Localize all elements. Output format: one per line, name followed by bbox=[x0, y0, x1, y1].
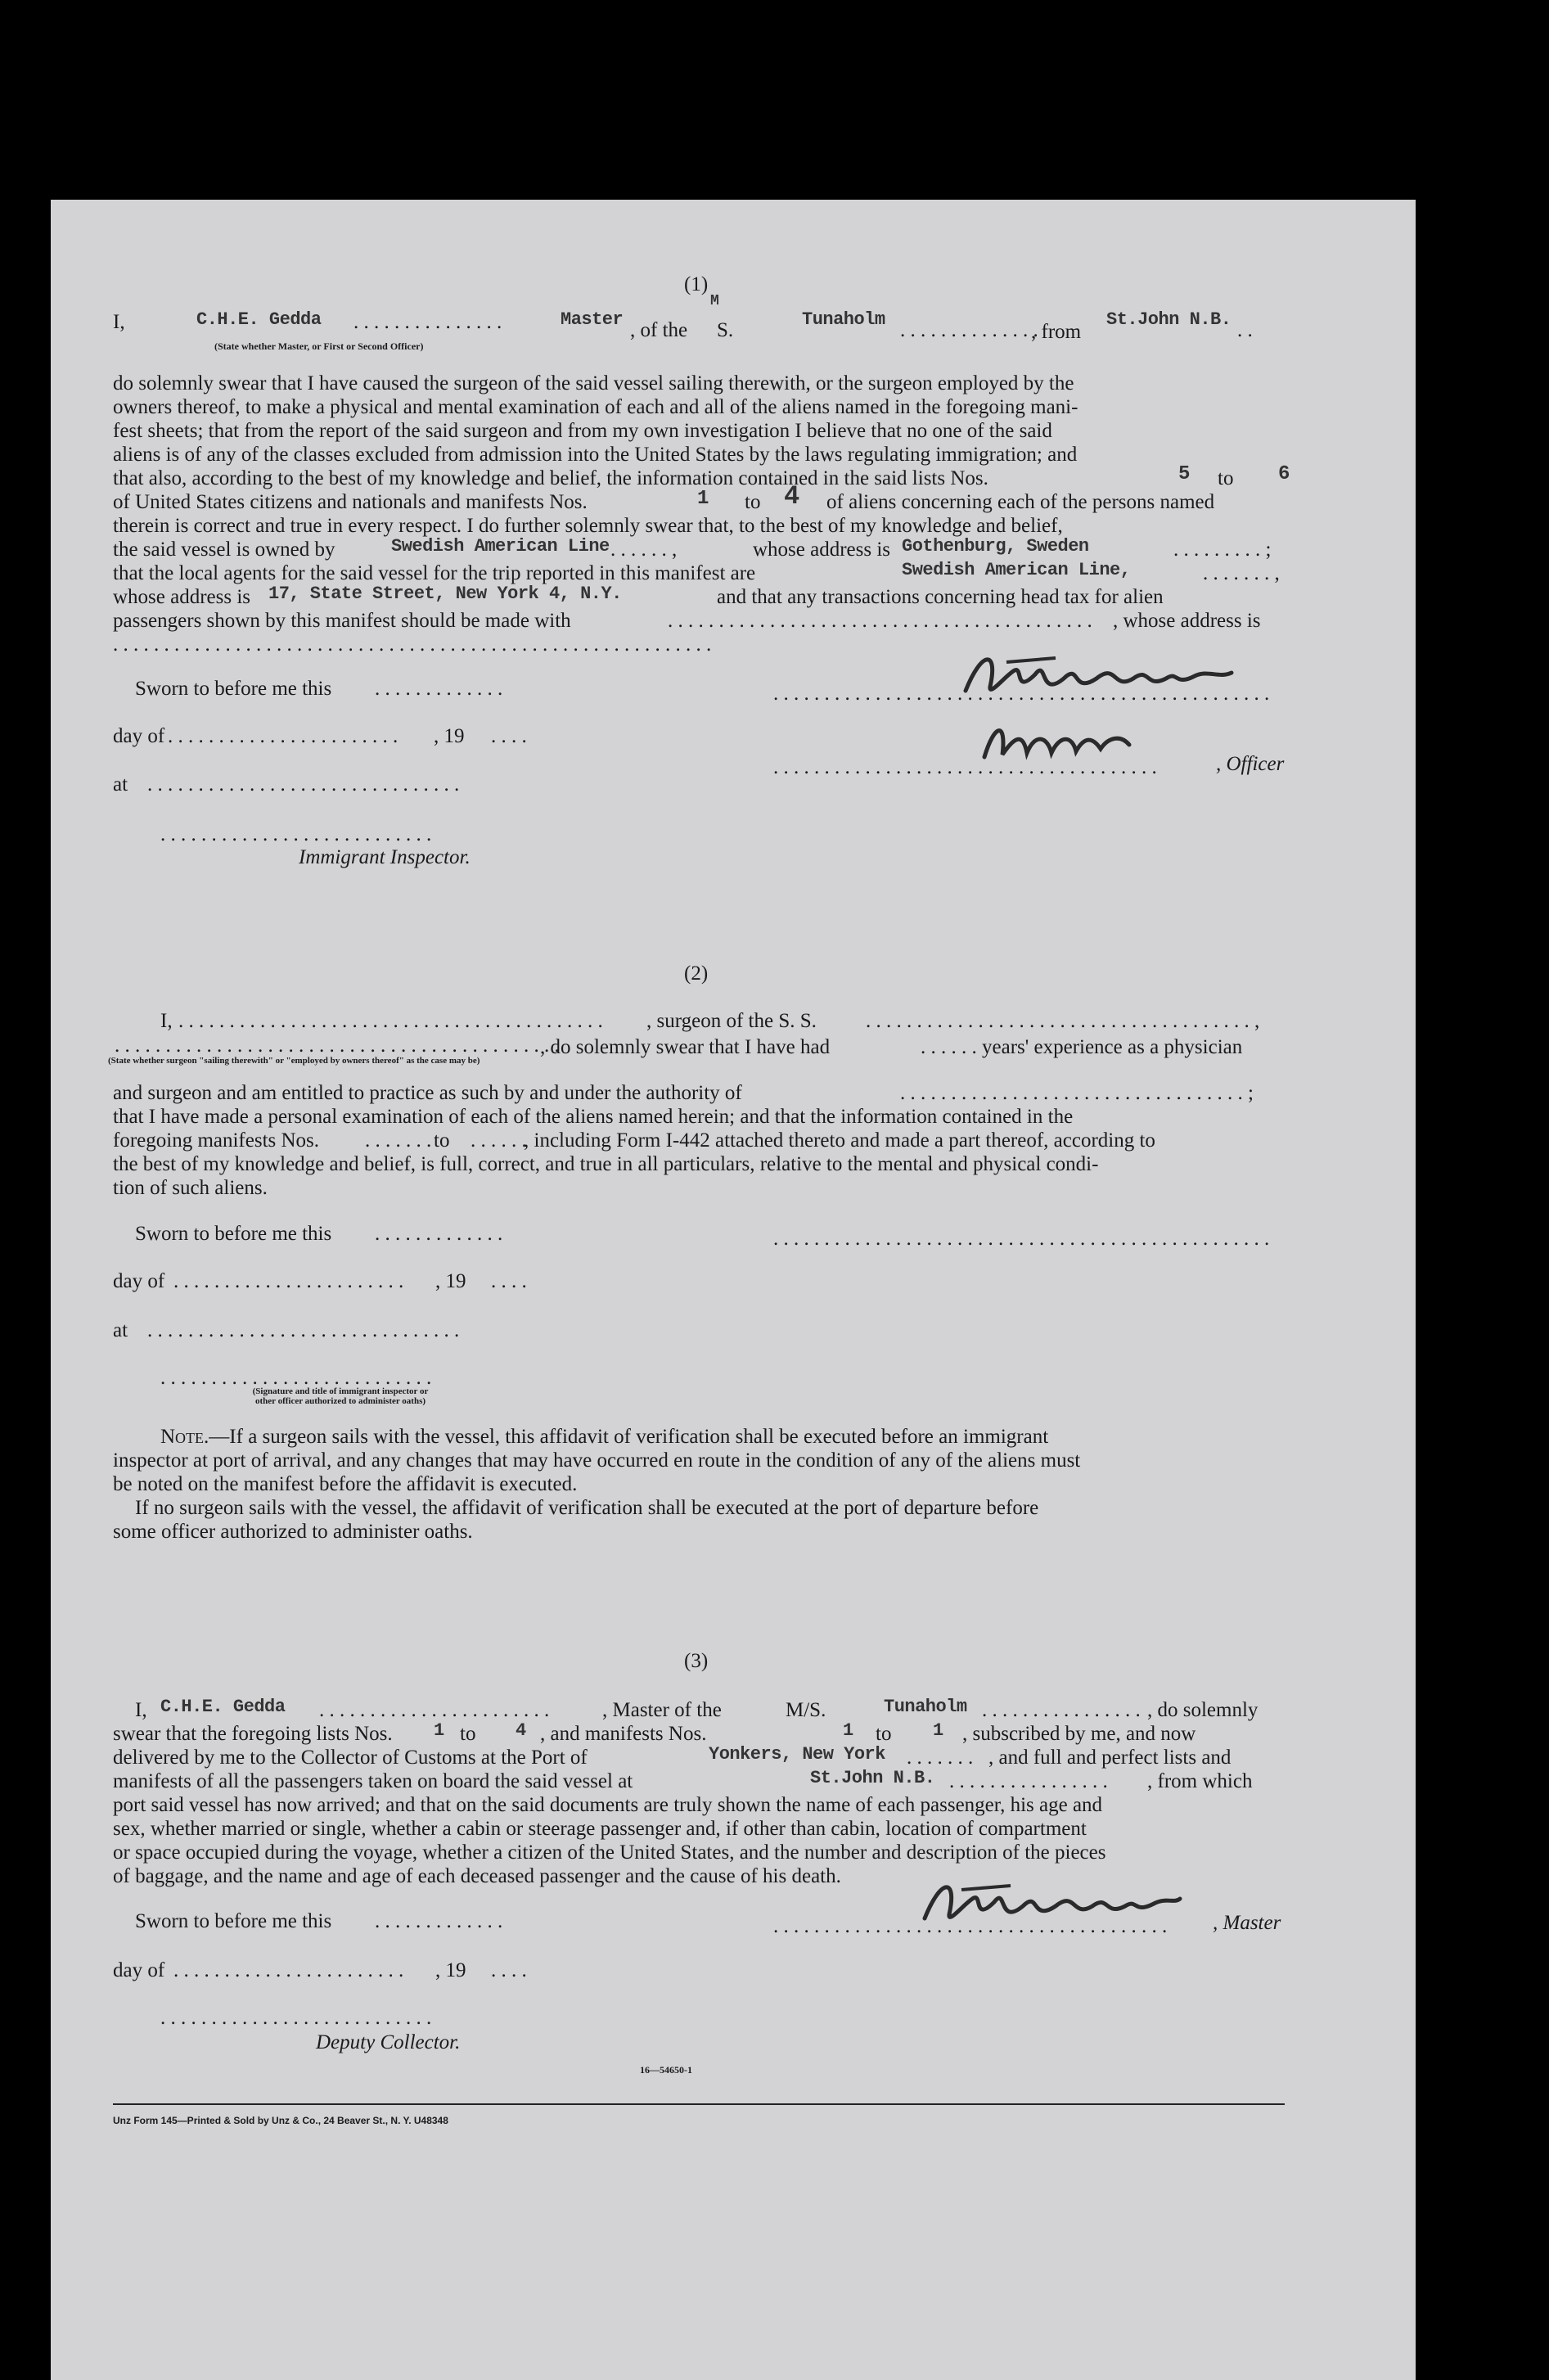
dots: . . . . . . . . . . . . . . . . . . . . . . . . . . . . . . . . . . . . . . . . . . . . bbox=[115, 1034, 560, 1057]
dots: . . . . . . . . . ; bbox=[1173, 539, 1272, 561]
dots: . . . . . . . . . . . . . . . . . . . . . . . . . . . bbox=[160, 2007, 432, 2029]
to-label: to bbox=[434, 1129, 450, 1152]
dots: . . . . . . . . . . . . . . . . . . . . . . . . . . . . . . . . . . . . . . . . . . . . . . . . . bbox=[773, 683, 1270, 705]
s1-text-line: do solemnly swear that I have caused the surgeon of the said vessel sailing therewith, or the surgeon employed by the bbox=[113, 372, 1074, 394]
s2-text-line: , surgeon of the S. S. bbox=[646, 1010, 817, 1032]
punch-hole bbox=[1422, 761, 1461, 807]
dots: . . . . bbox=[491, 725, 527, 747]
signature-note-line: other officer authorized to administer oaths) bbox=[254, 1396, 426, 1406]
s2-text-line: that I have made a personal examination of each of the aliens named herein; and that the information contained in the bbox=[113, 1106, 1074, 1128]
s2-text-line: years' experience as a physician bbox=[982, 1036, 1243, 1058]
master-name: C.H.E. Gedda bbox=[196, 309, 322, 330]
punch-hole bbox=[1428, 2144, 1467, 2187]
to-label: to bbox=[745, 491, 761, 513]
dots: . . bbox=[1237, 319, 1253, 341]
list-to: 4 bbox=[516, 1720, 526, 1741]
vessel-name: Tunaholm bbox=[802, 309, 885, 330]
dots: . . . . . . . . . . . . . bbox=[375, 1910, 503, 1932]
s1-text-line: passengers shown by this manifest should be made with bbox=[113, 610, 571, 632]
dots: . . . . . . . . . . . . . . . bbox=[353, 311, 502, 333]
dots: . . . . . . . . . . . . . . bbox=[900, 319, 1038, 341]
s3-text-line: port said vessel has now arrived; and that on the said documents are truly shown the name of each passenger, his age and bbox=[113, 1794, 1103, 1816]
s3-text-line: sex, whether married or single, whether a cabin or steerage passenger and, if other than cabin, location of compartment bbox=[113, 1818, 1087, 1840]
note-line: If no surgeon sails with the vessel, the affidavit of verification shall be executed at the port of departure before bbox=[135, 1497, 1039, 1519]
departure-port: St.John N.B. bbox=[810, 1768, 935, 1788]
s3-text-line: , and manifests Nos. bbox=[540, 1723, 707, 1745]
dots: . . . . . . . . . . . . . . . . . . . . . . . . . . . . . . . . . . . . . . bbox=[773, 756, 1157, 778]
section-1-number: (1) bbox=[684, 273, 709, 295]
master-signature bbox=[957, 642, 1244, 707]
local-agents: Swedish American Line, bbox=[902, 560, 1131, 580]
dots: . . . . . . . . . . . . . bbox=[375, 678, 503, 700]
printer-credit: Unz Form 145—Printed & Sold by Unz & Co., 24 Beaver St., N. Y. U48348 bbox=[113, 2115, 448, 2126]
master-name: C.H.E. Gedda bbox=[160, 1697, 286, 1717]
punch-hole bbox=[1440, 1251, 1476, 1291]
dots: . . . . . . . . . . . . . . . . . . . . . . . bbox=[173, 1270, 404, 1292]
day-of-label: day of bbox=[113, 725, 165, 747]
vessel-owner: Swedish American Line bbox=[391, 536, 610, 557]
note-line: be noted on the manifest before the affidavit is executed. bbox=[113, 1473, 578, 1495]
dots: . . . . . . . . . . . . . . . . . . . . . . . . . . . . . . . . . . . . . . . . . . . . . . . . . . . . . . . . . . . bbox=[113, 633, 712, 656]
s1-text-line: that the local agents for the said vessel for the trip reported in this manifest are bbox=[113, 562, 756, 584]
section-2-number: (2) bbox=[684, 962, 709, 985]
dots: . . . . . . bbox=[471, 1129, 527, 1152]
at-label: at bbox=[113, 773, 128, 796]
officer-rank: Master bbox=[561, 309, 624, 330]
immigrant-inspector-label: Immigrant Inspector. bbox=[299, 846, 471, 868]
dots: . . . . . . . . . . . . . . . . . . . . . . . . . . . . . . . bbox=[147, 773, 460, 796]
s3-text-line: swear that the foregoing lists Nos. bbox=[113, 1723, 393, 1745]
year-label: , 19 bbox=[435, 1959, 466, 1981]
i-label: I, bbox=[113, 311, 125, 333]
s2-text-line: , do solemnly swear that I have had bbox=[540, 1036, 831, 1058]
s1-text-line: whose address is bbox=[113, 586, 251, 608]
dots: . . . . . . , bbox=[610, 539, 678, 561]
note-label: Note. bbox=[160, 1426, 209, 1448]
agent-address: 17, State Street, New York 4, N.Y. bbox=[268, 584, 622, 604]
s3-text-line: , Master of the bbox=[602, 1699, 722, 1721]
surgeon-note: (State whether surgeon "sailing therewith" or "employed by owners thereof" as the case may be) bbox=[108, 1056, 480, 1066]
sworn-label: Sworn to before me this bbox=[135, 678, 332, 700]
dots: . . . . . . . . . . . . . . . . . . . . . . . . . . . . . . . . . . . . . . , bbox=[866, 1010, 1260, 1032]
s3-text-line: , from which bbox=[1147, 1770, 1253, 1792]
to-label: to bbox=[1218, 467, 1234, 489]
dots: . . . . . . . . . . . . . . . . . . . . . . . . . . . . . . . . . . . . . . . bbox=[773, 1915, 1168, 1937]
note-line: inspector at port of arrival, and any changes that may have occurred en route in the condition of any of the aliens must bbox=[113, 1449, 1081, 1472]
of-the-label: , of the bbox=[630, 319, 688, 341]
owner-address: Gothenburg, Sweden bbox=[902, 536, 1089, 557]
to-label: to bbox=[876, 1723, 892, 1745]
vessel-type: M/S. bbox=[786, 1699, 826, 1721]
dots: . . . . . . . . . . . . . . . . . . . . . . . . . . . bbox=[160, 1367, 432, 1389]
s3-text-line: , and full and perfect lists and bbox=[988, 1747, 1232, 1769]
manifest-to: 1 bbox=[933, 1720, 943, 1741]
vessel-type-s: S. bbox=[717, 319, 734, 341]
form-number: 16—54650-1 bbox=[640, 2064, 692, 2076]
signature-note bbox=[160, 1386, 520, 1406]
s1-text-line: whose address is bbox=[753, 539, 891, 561]
day-of-label: day of bbox=[113, 1270, 165, 1292]
rank-note: (State whether Master, or First or Second Officer) bbox=[214, 340, 424, 352]
dots: . . . . . . bbox=[921, 1036, 977, 1058]
dots: . . . . . . . . . . . . . . . . . . . . . . . bbox=[319, 1699, 550, 1721]
s1-text-line: therein is correct and true in every respect. I do further solemnly swear that, to the best of my knowledge and belief, bbox=[113, 515, 1063, 537]
s3-text-line: , do solemnly bbox=[1147, 1699, 1259, 1721]
alien-manifest-to: 4 bbox=[784, 481, 799, 512]
s1-text-line: aliens is of any of the classes excluded from admission into the United States by the laws regulating immigration; and bbox=[113, 444, 1078, 466]
dots: . . . . . . . . . . . . . . . . . . . . . . . . . . . . . . . bbox=[147, 1319, 460, 1341]
deputy-collector-label: Deputy Collector. bbox=[316, 2031, 461, 2053]
vessel-name: Tunaholm bbox=[884, 1697, 967, 1717]
dots: . . . . . . . bbox=[907, 1747, 974, 1769]
note-text: —If a surgeon sails with the vessel, this affidavit of verification shall be executed before an immigrant bbox=[209, 1426, 1049, 1448]
dots: . . . . . . . . . . . . . . . . . . . . . . . . . . . . . . . . . . . . . . . . . . . . . . . . . bbox=[773, 1228, 1270, 1250]
s1-text-line: the said vessel is owned by bbox=[113, 539, 335, 561]
dots: . . . . . . . . . . . . . . . . bbox=[949, 1770, 1108, 1792]
s2-text-line: and surgeon and am entitled to practice as such by and under the authority of bbox=[113, 1082, 742, 1104]
day-of-label: day of bbox=[113, 1959, 165, 1981]
s3-text-line: or space occupied during the voyage, whether a citizen of the United States, and the number and description of the pieces bbox=[113, 1841, 1106, 1864]
dots: . . . . . . . . . . . . . . . . . . . . . . . bbox=[168, 725, 399, 747]
s1-text-line: of United States citizens and nationals and manifests Nos. bbox=[113, 491, 588, 513]
dots: . . . . . . . . . . . . . . . . . . . . . . . . . . . . . . . . . . . . . . . . . . bbox=[178, 1010, 603, 1032]
s2-text-line: the best of my knowledge and belief, is full, correct, and true in all particulars, relative to the mental and physical condi- bbox=[113, 1153, 1099, 1175]
at-label: at bbox=[113, 1319, 128, 1341]
citizen-list-to: 6 bbox=[1278, 463, 1290, 485]
year-label: , 19 bbox=[434, 725, 465, 747]
dots: . . . . . . . , bbox=[1203, 562, 1280, 584]
dots: . . . . . . . . . . . . . . . . . . . . . . . . . . . bbox=[160, 823, 432, 845]
signature-note-line: (Signature and title of immigrant inspector or bbox=[252, 1386, 429, 1396]
section-3-number: (3) bbox=[684, 1650, 709, 1672]
manifest-from: 1 bbox=[843, 1720, 853, 1741]
s1-text-line: fest sheets; that from the report of the said surgeon and from my own investigation I believe that no one of the said bbox=[113, 420, 1052, 442]
punch-hole bbox=[1434, 416, 1468, 453]
arrival-port: Yonkers, New York bbox=[709, 1744, 885, 1765]
s1-text-line: owners thereof, to make a physical and mental examination of each and all of the aliens named in the foregoing mani- bbox=[113, 396, 1078, 418]
sworn-label: Sworn to before me this bbox=[135, 1223, 332, 1245]
vessel-type-m: M bbox=[710, 293, 719, 309]
s3-text-line: manifests of all the passengers taken on board the said vessel at bbox=[113, 1770, 633, 1792]
dots: . . . . bbox=[491, 1959, 527, 1981]
sworn-label: Sworn to before me this bbox=[135, 1910, 332, 1932]
s2-text-line: , including Form I-442 attached thereto and made a part thereof, according to bbox=[524, 1129, 1155, 1152]
dots: . . . . . . . bbox=[365, 1129, 432, 1152]
s3-text-line: of baggage, and the name and age of each deceased passenger and the cause of his death. bbox=[113, 1865, 841, 1887]
s3-text-line: , subscribed by me, and now bbox=[962, 1723, 1196, 1745]
dots: . . . . . . . . . . . . . . . . . . . . . . . . . . . . . . . . . . . . . . . . . . bbox=[668, 610, 1092, 632]
s1-text-line: , whose address is bbox=[1113, 610, 1261, 632]
s1-text-line: that also, according to the best of my knowledge and belief, the information contained in the said lists Nos. bbox=[113, 467, 988, 489]
departure-port: St.John N.B. bbox=[1106, 309, 1232, 330]
punch-hole bbox=[1422, 892, 1463, 935]
i-label: I, bbox=[135, 1699, 147, 1721]
note-line: some officer authorized to administer oaths. bbox=[113, 1521, 473, 1543]
year-label: , 19 bbox=[435, 1270, 466, 1292]
to-label: to bbox=[460, 1723, 476, 1745]
punch-hole bbox=[1434, 2094, 1470, 2130]
s2-text-line: foregoing manifests Nos. bbox=[113, 1129, 320, 1152]
note-line bbox=[160, 1426, 1048, 1449]
s3-text-line: delivered by me to the Collector of Customs at the Port of bbox=[113, 1747, 588, 1769]
dots: . . . . . . . . . . . . . . . . . . . . . . . . . . . . . . . . . . ; bbox=[900, 1082, 1254, 1104]
dots: . . . . . . . . . . . . . bbox=[375, 1223, 503, 1245]
master-signature bbox=[916, 1869, 1187, 1935]
footer-rule bbox=[113, 2103, 1285, 2105]
from-label: , from bbox=[1031, 321, 1082, 343]
s1-text-line: and that any transactions concerning head tax for alien bbox=[717, 586, 1164, 608]
citizen-list-from: 5 bbox=[1178, 463, 1190, 485]
s2-text-line: tion of such aliens. bbox=[113, 1177, 268, 1199]
list-from: 1 bbox=[434, 1720, 444, 1741]
i-label: I, bbox=[160, 1010, 173, 1032]
master-label: , Master bbox=[1213, 1912, 1281, 1934]
punch-hole bbox=[1422, 250, 1473, 292]
punch-hole bbox=[1439, 1711, 1475, 1748]
dots: . . . . bbox=[491, 1270, 527, 1292]
punch-hole bbox=[1434, 378, 1470, 417]
officer-label: , Officer bbox=[1216, 753, 1285, 775]
alien-manifest-from: 1 bbox=[697, 488, 709, 510]
s1-text-line: of aliens concerning each of the persons named bbox=[826, 491, 1215, 513]
dots: . . . . . . . . . . . . . . . . . . . . . . . bbox=[173, 1959, 404, 1981]
dots: . . . . . . . . . . . . . . . . bbox=[982, 1699, 1141, 1721]
